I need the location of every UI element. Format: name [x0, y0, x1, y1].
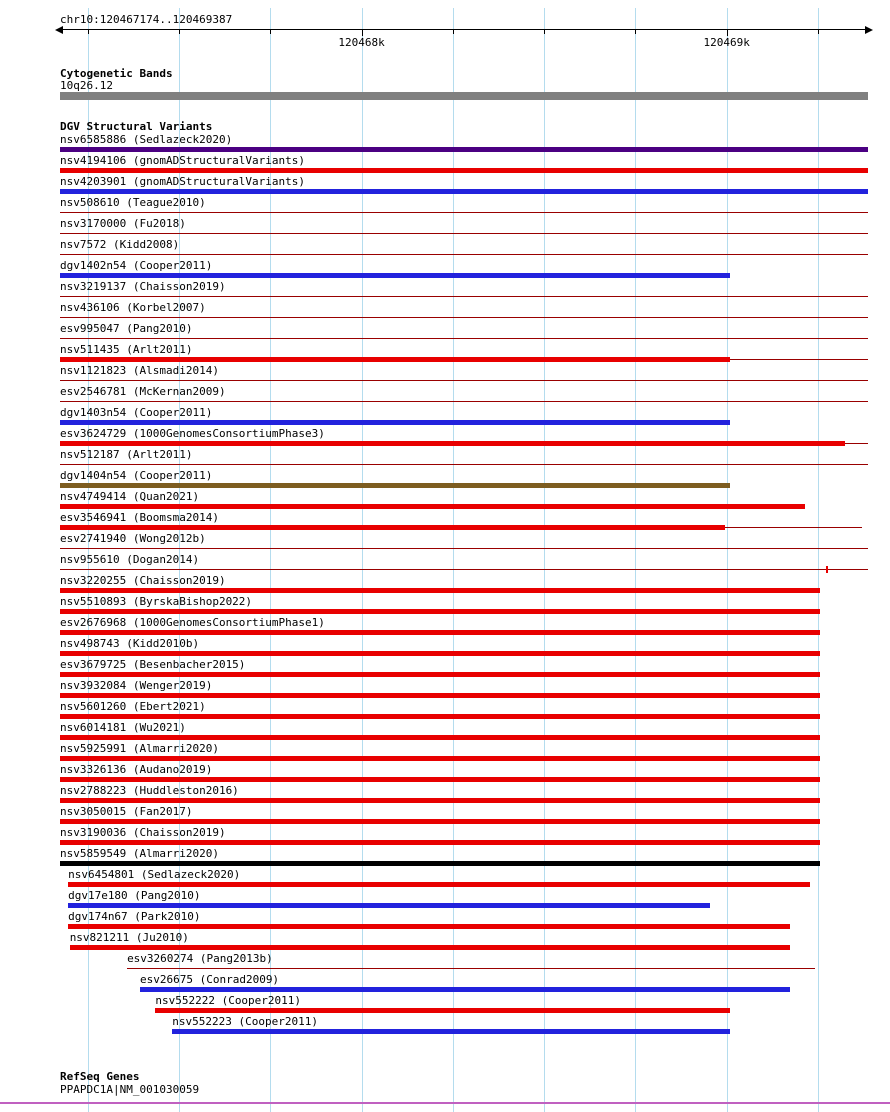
ruler-right-arrow-icon — [865, 26, 873, 34]
variant-lane — [60, 398, 868, 406]
variant-bar[interactable] — [60, 483, 730, 488]
variant-lane — [60, 608, 868, 616]
track-title-dgv-structural-variants: DGV Structural Variants — [60, 120, 213, 133]
variant-row — [60, 469, 868, 490]
variant-label: nsv511435 (Arlt2011) — [60, 343, 193, 356]
variant-bar[interactable] — [60, 357, 730, 362]
variant-row — [60, 553, 868, 574]
variant-row — [60, 364, 868, 385]
variant-lane — [60, 440, 868, 448]
variant-lane — [60, 1028, 868, 1036]
variant-bar[interactable] — [172, 1029, 730, 1034]
variant-label: esv2676968 (1000GenomesConsortiumPhase1) — [60, 616, 325, 629]
variant-row — [60, 301, 868, 322]
variant-bar[interactable] — [60, 420, 730, 425]
variant-label: nsv3190036 (Chaisson2019) — [60, 826, 226, 839]
variant-row — [60, 154, 868, 175]
variant-row — [60, 742, 868, 763]
variant-lane — [60, 146, 868, 154]
variant-label: nsv821211 (Ju2010) — [69, 931, 189, 944]
variant-row — [60, 910, 868, 931]
variant-label: nsv436106 (Korbel2007) — [60, 301, 206, 314]
variant-lane — [60, 902, 868, 910]
variant-row — [60, 952, 868, 973]
variant-bar[interactable] — [70, 945, 790, 950]
variant-bar[interactable] — [60, 254, 868, 255]
gene-glyph[interactable] — [0, 1102, 890, 1104]
variant-extension-line — [725, 527, 862, 528]
ruler-minor-tick — [453, 30, 454, 34]
variant-bar[interactable] — [155, 1008, 729, 1013]
ruler-minor-tick — [270, 30, 271, 34]
variant-bar[interactable] — [60, 756, 820, 761]
variant-bar[interactable] — [60, 798, 820, 803]
variant-bar[interactable] — [60, 380, 868, 381]
variant-bar[interactable] — [60, 861, 820, 866]
ruler-minor-tick — [818, 30, 819, 34]
variant-row — [60, 721, 868, 742]
variant-label: dgv17e180 (Pang2010) — [68, 889, 201, 902]
variant-row — [60, 931, 868, 952]
variant-bar[interactable] — [60, 672, 820, 677]
coordinate-ruler[interactable] — [0, 29, 890, 53]
variant-label: nsv3932084 (Wenger2019) — [60, 679, 213, 692]
variant-label: nsv3219137 (Chaisson2019) — [60, 280, 226, 293]
variant-row — [60, 343, 868, 364]
variant-lane — [60, 209, 868, 217]
variant-lane — [60, 314, 868, 322]
variant-lane — [60, 356, 868, 364]
variant-label: nsv512187 (Arlt2011) — [60, 448, 193, 461]
variant-lane — [60, 734, 868, 742]
variant-row — [60, 385, 868, 406]
variant-row — [60, 994, 868, 1015]
variant-bar[interactable] — [60, 504, 805, 509]
variant-label: nsv508610 (Teague2010) — [60, 196, 206, 209]
variant-row — [60, 973, 868, 994]
variant-row — [60, 679, 868, 700]
ruler-tick-label: 120469k — [703, 36, 750, 49]
variant-label: esv995047 (Pang2010) — [60, 322, 193, 335]
variant-lane — [60, 545, 868, 553]
cytoband-name: 10q26.12 — [60, 79, 113, 92]
gene-label: PPAPDC1A|NM_001030059 — [60, 1083, 200, 1096]
variant-label: nsv5510893 (ByrskaBishop2022) — [60, 595, 253, 608]
variant-label: dgv1402n54 (Cooper2011) — [60, 259, 213, 272]
dgv-variant-rows — [60, 133, 868, 1036]
variant-row — [60, 532, 868, 553]
variant-lane — [60, 923, 868, 931]
variant-lane — [60, 503, 868, 511]
variant-lane — [60, 461, 868, 469]
variant-label: nsv6585886 (Sedlazeck2020) — [60, 133, 233, 146]
variant-row — [60, 406, 868, 427]
variant-label: nsv498743 (Kidd2010b) — [60, 637, 200, 650]
variant-lane — [60, 776, 868, 784]
variant-row — [60, 763, 868, 784]
variant-row — [60, 175, 868, 196]
variant-label: nsv3170000 (Fu2018) — [60, 217, 186, 230]
variant-bar[interactable] — [60, 548, 868, 549]
variant-row — [60, 133, 868, 154]
variant-lane — [60, 419, 868, 427]
variant-label: nsv552222 (Cooper2011) — [155, 994, 302, 1007]
ruler-minor-tick — [544, 30, 545, 34]
variant-lane — [60, 167, 868, 175]
variant-bar[interactable] — [60, 651, 820, 656]
variant-row — [60, 511, 868, 532]
variant-lane — [60, 587, 868, 595]
variant-bar[interactable] — [127, 968, 815, 969]
variant-row — [60, 868, 868, 889]
variant-row — [60, 847, 868, 868]
variant-lane — [60, 482, 868, 490]
variant-lane — [60, 944, 868, 952]
variant-label: nsv5925991 (Almarri2020) — [60, 742, 219, 755]
variant-label: nsv552223 (Cooper2011) — [172, 1015, 318, 1028]
variant-bar[interactable] — [60, 735, 820, 740]
variant-label: nsv4194106 (gnomADStructuralVariants) — [60, 154, 306, 167]
variant-row — [60, 700, 868, 721]
variant-label: esv26675 (Conrad2009) — [139, 973, 280, 986]
ruler-left-arrow-icon — [55, 26, 63, 34]
track-title-refseq-genes: RefSeq Genes — [60, 1070, 140, 1083]
variant-bar[interactable] — [60, 338, 868, 339]
variant-lane — [60, 251, 868, 259]
track-title-cytogenetic-bands: Cytogenetic Bands — [60, 67, 173, 80]
variant-extension-line — [845, 443, 868, 444]
variant-bar[interactable] — [60, 525, 725, 530]
variant-label: nsv955610 (Dogan2014) — [60, 553, 200, 566]
variant-lane — [60, 965, 868, 973]
variant-lane — [60, 860, 868, 868]
variant-row — [60, 1015, 868, 1036]
variant-bar[interactable] — [60, 464, 868, 465]
variant-label: nsv3050015 (Fan2017) — [60, 805, 193, 818]
variant-label: nsv3326136 (Audano2019) — [60, 763, 213, 776]
variant-bar[interactable] — [60, 569, 868, 570]
variant-label: nsv7572 (Kidd2008) — [60, 238, 180, 251]
variant-lane — [60, 566, 868, 574]
variant-bar[interactable] — [60, 147, 868, 152]
variant-lane — [60, 272, 868, 280]
variant-bar[interactable] — [60, 212, 868, 213]
variant-row — [60, 826, 868, 847]
variant-label: esv3260274 (Pang2013b) — [127, 952, 273, 965]
variant-bar[interactable] — [60, 693, 820, 698]
variant-lane — [60, 335, 868, 343]
variant-bar[interactable] — [60, 819, 820, 824]
variant-row — [60, 658, 868, 679]
variant-label: nsv1121823 (Alsmadi2014) — [60, 364, 219, 377]
variant-bar[interactable] — [60, 777, 820, 782]
variant-label: nsv6454801 (Sedlazeck2020) — [68, 868, 241, 881]
variant-row — [60, 427, 868, 448]
variant-bar[interactable] — [60, 441, 845, 446]
variant-row — [60, 805, 868, 826]
variant-bar[interactable] — [68, 903, 710, 908]
variant-row — [60, 322, 868, 343]
variant-row — [60, 889, 868, 910]
variant-lane — [60, 692, 868, 700]
variant-lane — [60, 629, 868, 637]
variant-bar[interactable] — [60, 317, 868, 318]
variant-extension-line — [730, 359, 868, 360]
ruler-line — [60, 29, 868, 30]
variant-lane — [60, 797, 868, 805]
variant-lane — [60, 230, 868, 238]
variant-label: dgv174n67 (Park2010) — [68, 910, 201, 923]
variant-bar[interactable] — [60, 189, 868, 194]
variant-row — [60, 574, 868, 595]
variant-row — [60, 637, 868, 658]
ruler-minor-tick — [88, 30, 89, 34]
variant-label: nsv2788223 (Huddleston2016) — [60, 784, 239, 797]
ruler-minor-tick — [635, 30, 636, 34]
ruler-minor-tick — [179, 30, 180, 34]
variant-bar[interactable] — [60, 168, 868, 173]
variant-row — [60, 595, 868, 616]
variant-label: esv3624729 (1000GenomesConsortiumPhase3) — [60, 427, 325, 440]
variant-label: nsv6014181 (Wu2021) — [60, 721, 186, 734]
variant-row — [60, 616, 868, 637]
variant-bar[interactable] — [60, 609, 820, 614]
variant-label: dgv1404n54 (Cooper2011) — [60, 469, 213, 482]
variant-bar[interactable] — [60, 840, 820, 845]
variant-label: dgv1403n54 (Cooper2011) — [60, 406, 213, 419]
variant-bar[interactable] — [68, 924, 790, 929]
cytoband-bar[interactable] — [60, 92, 868, 100]
variant-lane — [60, 818, 868, 826]
variant-bar[interactable] — [140, 987, 790, 992]
variant-bar[interactable] — [68, 882, 810, 887]
variant-insertion-tick — [826, 566, 828, 573]
variant-label: esv2741940 (Wong2012b) — [60, 532, 206, 545]
variant-lane — [60, 881, 868, 889]
variant-lane — [60, 713, 868, 721]
ruler-tick-label: 120468k — [338, 36, 385, 49]
variant-label: nsv5859549 (Almarri2020) — [60, 847, 219, 860]
variant-label: esv3679725 (Besenbacher2015) — [60, 658, 246, 671]
variant-lane — [60, 524, 868, 532]
variant-bar[interactable] — [60, 630, 820, 635]
variant-lane — [60, 671, 868, 679]
variant-bar[interactable] — [60, 714, 820, 719]
variant-lane — [60, 839, 868, 847]
variant-lane — [60, 1007, 868, 1015]
variant-label: esv3546941 (Boomsma2014) — [60, 511, 219, 524]
variant-label: nsv4749414 (Quan2021) — [60, 490, 200, 503]
variant-lane — [60, 650, 868, 658]
variant-label: nsv5601260 (Ebert2021) — [60, 700, 206, 713]
variant-lane — [60, 377, 868, 385]
variant-bar[interactable] — [60, 296, 868, 297]
variant-row — [60, 784, 868, 805]
variant-lane — [60, 188, 868, 196]
variant-row — [60, 238, 868, 259]
variant-label: nsv3220255 (Chaisson2019) — [60, 574, 226, 587]
variant-bar[interactable] — [60, 233, 868, 234]
variant-lane — [60, 293, 868, 301]
variant-row — [60, 196, 868, 217]
variant-row — [60, 490, 868, 511]
variant-label: nsv4203901 (gnomADStructuralVariants) — [60, 175, 306, 188]
variant-row — [60, 217, 868, 238]
variant-lane — [60, 986, 868, 994]
variant-bar[interactable] — [60, 273, 730, 278]
variant-bar[interactable] — [60, 588, 820, 593]
region-label: chr10:120467174..120469387 — [60, 13, 233, 26]
variant-row — [60, 448, 868, 469]
variant-lane — [60, 755, 868, 763]
variant-row — [60, 259, 868, 280]
variant-row — [60, 280, 868, 301]
variant-label: esv2546781 (McKernan2009) — [60, 385, 226, 398]
variant-bar[interactable] — [60, 401, 868, 402]
